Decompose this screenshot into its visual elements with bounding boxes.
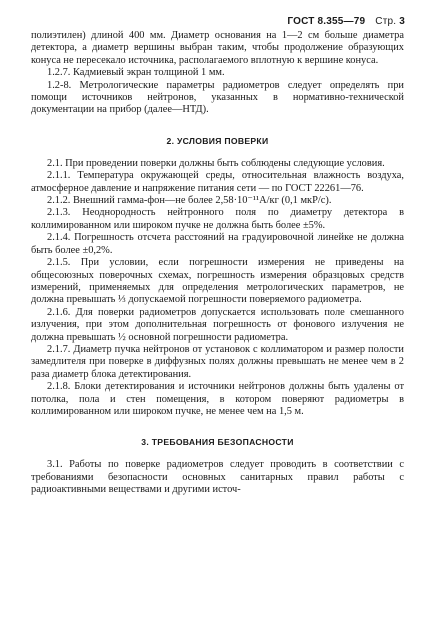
page-label: Стр. bbox=[375, 16, 397, 27]
page-header bbox=[287, 16, 405, 27]
paragraph-2-1-8: 2.1.8. Блоки детектирования и источники нейтронов должны быть удалены от потолка, пола и стен помещения, в котором поверяют радиометры в коллимированном или широком пучке, не менее чем на 1,5 м. bbox=[31, 381, 404, 417]
section-heading-safety: 3. ТРЕБОВАНИЯ БЕЗОПАСНОСТИ bbox=[141, 437, 294, 448]
paragraph-2-1-6: 2.1.6. Для поверки радиометров допускается использовать поле смешанного излучения, при этом дополнительная погрешность от фонового излучения не должна превышать ½ основной погрешности радиометра. bbox=[31, 306, 404, 343]
paragraph-2-1-7: 2.1.7. Диаметр пучка нейтронов от установок с коллиматором и размер полости замедлителя при поверке в диффузных полях должны превышать не менее чем в 2 раза диаметр блока детектирования. bbox=[31, 343, 404, 380]
standard-code: ГОСТ 8.355—79 bbox=[287, 16, 366, 27]
page-number: 3 bbox=[399, 16, 405, 27]
paragraph-1-2-7: 1.2.7. Кадмиевый экран толщиной 1 мм. bbox=[47, 67, 225, 79]
section-heading-conditions: 2. УСЛОВИЯ ПОВЕРКИ bbox=[166, 135, 269, 146]
paragraph-1-2-8: 1.2-8. Метрологические параметры радиометров следует определять при помощи источников нейтронов, указанных в нормативно-технической документации на прибор (далее—НТД). bbox=[31, 79, 404, 116]
paragraph-2-1-5: 2.1.5. При условии, если погрешности измерения не приведены на общесоюзных поверочных схемах, погрешность измерения образцовых средств измерений, применяемых для определения метрологических параметров, не должна превышать ⅓ допускаемой погрешности поверяемого радиометра. bbox=[31, 257, 404, 306]
paragraph-2-1-2: 2.1.2. Внешний гамма-фон—не более 2,58·10⁻¹¹А/кг (0,1 мкР/с). bbox=[47, 195, 332, 207]
paragraph-2-1: 2.1. При проведении поверки должны быть соблюдены следующие условия. bbox=[47, 157, 385, 169]
paragraph-3-1: 3.1. Работы по поверке радиометров следует проводить в соответствии с требованиями безопасности основных санитарных правил работы с радиоактивными веществами и другими источ- bbox=[31, 459, 404, 496]
paragraph-2-1-1: 2.1.1. Температура окружающей среды, относительная влажность воздуха, атмосферное давление и напряжение питания сети — по ГОСТ 22261—76. bbox=[31, 170, 404, 194]
document-body bbox=[31, 30, 404, 497]
paragraph-2-1-4: 2.1.4. Погрешность отсчета расстояний на градуировочной линейке не должна быть более ±0,2%. bbox=[31, 232, 404, 256]
paragraph-intro-continuation: полиэтилен) длиной 400 мм. Диаметр основания на 1—2 см больше диаметра детектора, а диаметр вершины выбран таким, чтобы продолжение образующих конуса не пересекало источника, располагаемого вплотную к вершине конуса. bbox=[31, 30, 404, 66]
paragraph-2-1-3: 2.1.3. Неоднородность нейтронного поля по диаметру детектора в коллимированном или широком пучке не должна быть более ±5%. bbox=[31, 207, 404, 231]
